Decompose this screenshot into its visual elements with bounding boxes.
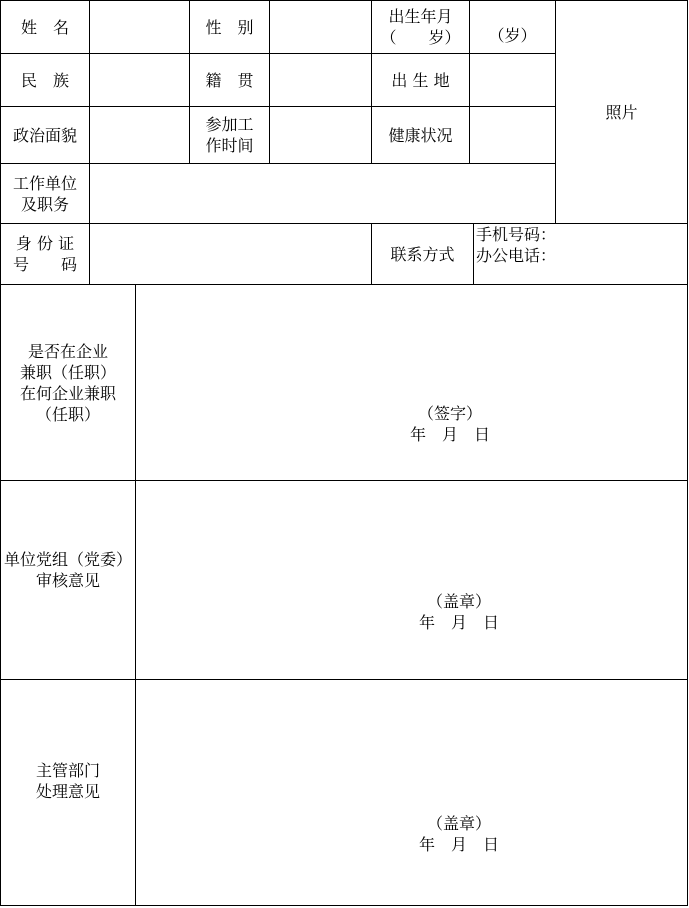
birth-label-cell <box>371 0 470 54</box>
id-label-line2: 号 码 <box>12 255 77 274</box>
native-place-label: 籍 贯 <box>205 70 254 90</box>
employer-field[interactable] <box>89 163 556 224</box>
political-status-label: 政治面貌 <box>12 125 77 145</box>
parttime-signature-block <box>380 403 520 445</box>
party-review-signature-block <box>389 591 529 633</box>
party-review-seal-label: （盖章） <box>426 592 491 611</box>
parttime-sign-label: （签字） <box>417 404 482 423</box>
dept-opinion-date-label: 年 月 日 <box>418 835 499 854</box>
parttime-label-line4: （任职） <box>35 404 100 424</box>
work-start-field[interactable] <box>269 106 372 164</box>
party-review-label-line2: 审核意见 <box>35 571 100 590</box>
parttime-label-line2: 兼职（任职） <box>19 362 116 382</box>
work-start-label-line2: 作时间 <box>205 136 254 155</box>
id-label-cell <box>0 223 90 285</box>
health-field[interactable] <box>469 106 556 164</box>
party-review-label-line1: 单位党组（党委） <box>3 550 132 569</box>
birth-label-line1: 出生年月 <box>388 7 453 26</box>
parttime-content[interactable] <box>135 284 688 481</box>
ethnicity-field[interactable] <box>89 53 190 107</box>
birth-field[interactable] <box>469 0 556 54</box>
gender-field[interactable] <box>269 0 372 54</box>
work-start-label-cell <box>189 106 270 164</box>
dept-opinion-label-line1: 主管部门 <box>35 760 100 780</box>
birth-label-line2: （ 岁） <box>380 28 461 47</box>
dept-opinion-seal-label: （盖章） <box>426 814 491 833</box>
birthplace-label: 出 生 地 <box>391 70 450 90</box>
employer-label-line2: 及职务 <box>20 194 69 214</box>
birthplace-label-cell <box>371 53 470 107</box>
office-phone-label: 办公电话： <box>476 246 557 265</box>
political-status-label-cell <box>0 106 90 164</box>
native-place-label-cell <box>189 53 270 107</box>
contact-field[interactable] <box>473 223 688 285</box>
work-start-label-line1: 参加工 <box>205 115 254 134</box>
name-label: 姓 名 <box>20 17 69 37</box>
age-value: （岁） <box>488 25 537 45</box>
political-status-field[interactable] <box>89 106 190 164</box>
native-place-field[interactable] <box>269 53 372 107</box>
gender-label: 性 别 <box>205 17 254 37</box>
name-field[interactable] <box>89 0 190 54</box>
dept-opinion-content[interactable] <box>135 679 688 906</box>
photo-label: 照片 <box>605 102 638 122</box>
id-number-field[interactable] <box>89 223 372 285</box>
ethnicity-label-cell <box>0 53 90 107</box>
employer-label-line1: 工作单位 <box>12 173 77 193</box>
mobile-label: 手机号码： <box>476 225 557 244</box>
party-review-label-cell <box>0 480 136 680</box>
parttime-label-line3: 在何企业兼职 <box>19 383 116 403</box>
photo-cell[interactable] <box>555 0 688 224</box>
parttime-label-line1: 是否在企业 <box>27 341 108 361</box>
party-review-content[interactable] <box>135 480 688 680</box>
ethnicity-label: 民 族 <box>20 70 69 90</box>
id-label-line1: 身 份 证 <box>15 234 75 253</box>
health-label: 健康状况 <box>388 125 453 145</box>
dept-opinion-label-line2: 处理意见 <box>35 781 100 801</box>
gender-label-cell <box>189 0 270 54</box>
contact-label: 联系方式 <box>390 244 455 264</box>
parttime-label-cell <box>0 284 136 481</box>
employer-label-cell <box>0 163 90 224</box>
birthplace-field[interactable] <box>469 53 556 107</box>
contact-label-cell <box>371 223 474 285</box>
dept-opinion-label-cell <box>0 679 136 906</box>
parttime-date-label: 年 月 日 <box>409 425 490 444</box>
health-label-cell <box>371 106 470 164</box>
party-review-date-label: 年 月 日 <box>418 613 499 632</box>
name-label-cell <box>0 0 90 54</box>
dept-opinion-signature-block <box>389 813 529 855</box>
